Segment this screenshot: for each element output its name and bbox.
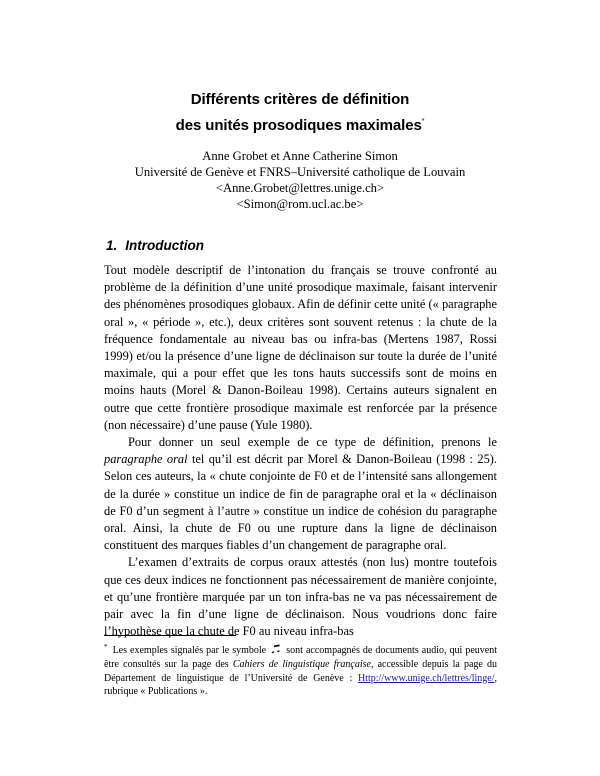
paragraph-1: Tout modèle descriptif de l’intonation du français se trouve confronté au problème de la définition d’une unité prosodique maximale, faisant intervenir des phénomènes prosodiques globaux. Afin de définir cette unité (« paragraphe oral », « période », etc.), deux critères sont souvent retenus : la chute de la fréquence fondamentale au niveau bas ou infra-bas (Mertens 1987, Rossi 1999) et/ou la présence d’une ligne de déclinaison sur toute la durée de l’unité maximale, qui a pour effet que les tons hauts successifs sont de moins en moins hauts (Morel & Danon-Boileau 1998). Certains auteurs signalent en outre que cette frontière prosodique maximale est renforcée par la présence (non nécessaire) d’une pause (Yule 1980).: [104, 263, 497, 432]
footnote-divider: [104, 635, 236, 636]
author-email-1: <Anne.Grobet@lettres.unige.ch>: [215, 181, 385, 195]
author-email-2: <Simon@rom.ucl.ac.be>: [236, 197, 364, 211]
musical-note-icon: [271, 644, 281, 654]
paper-title-line1: Différents critères de définition: [190, 91, 410, 108]
author-block: [0, 148, 600, 212]
paper-title-line2: [0, 117, 600, 134]
section-title: Introduction: [125, 238, 204, 253]
paragraph-2: [104, 434, 497, 554]
paragraph-2-after: tel qu’il est décrit par Morel & Danon-Boileau (1998 : 25). Selon ces auteurs, la « chute conjointe de F0 et de l’intensité sans allongement de la durée » constitue un indice de fin de paragraphe oral et la « déclinaison de F0 d’un segment à l’autre » constitue un indice de cohésion du paragraphe oral. Ainsi, la chute de F0 ou une rupture dans la ligne de déclinaison constituent des marques fiables d’un changement de paragraphe oral.: [104, 452, 498, 553]
author-affiliation: Université de Genève et FNRS–Université catholique de Louvain: [134, 165, 466, 179]
body-text: [104, 262, 497, 640]
paper-title-text: des unités prosodiques maximales: [175, 117, 422, 134]
footnote: [104, 644, 497, 699]
footnote-text-b: sont accompagnés de documents audio, qui peuvent être consultés sur la page des: [104, 645, 498, 671]
footnote-text-c: , accessible depuis la page du Département de linguistique de l’Université de Genève :: [104, 659, 498, 684]
paragraph-2-before: Pour donner un seul exemple de ce type de définition, prenons le: [128, 435, 497, 450]
section-number: 1.: [106, 238, 118, 253]
footnote-mark: *: [104, 643, 108, 651]
footnote-link[interactable]: Http://www.unige.ch/lettres/linge/: [357, 672, 495, 684]
paragraph-3: L’examen d’extraits de corpus oraux attestés (non lus) montre toutefois que ces deux indices ne fonctionnent pas nécessairement de manière conjointe, et qu’une frontière marquée par un ton infra-bas ne va pas nécessairement de pair avec la fin d’une ligne de déclinaison. Nous voudrions donc faire l’hypothèse que la chute de F0 au niveau infra-bas: [104, 555, 497, 639]
footnote-italic: Cahiers de linguistique française: [232, 659, 371, 671]
section-heading: [106, 238, 204, 253]
title-footnote-mark: *: [421, 118, 425, 125]
footnote-text-a: Les exemples signalés par le symbole: [112, 645, 267, 656]
author-names: Anne Grobet et Anne Catherine Simon: [202, 149, 398, 163]
footnote-text-d: , rubrique « Publications ».: [104, 672, 498, 698]
paragraph-2-italic: paragraphe oral: [104, 452, 188, 467]
